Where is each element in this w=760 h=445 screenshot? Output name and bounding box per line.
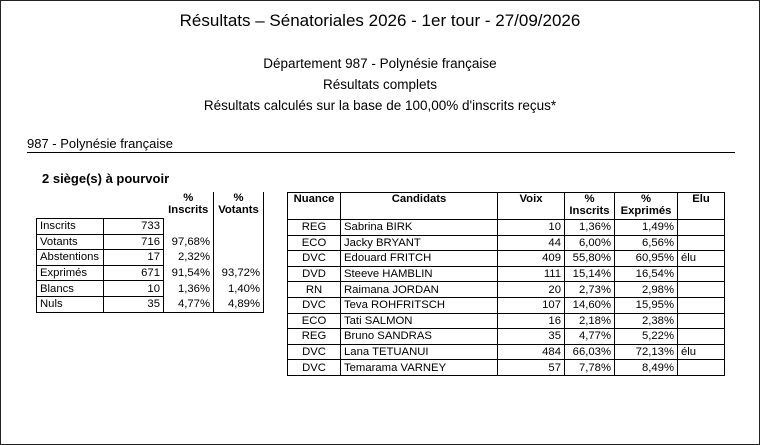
- candidate-row: [288, 329, 725, 345]
- candidate-elected: [678, 220, 725, 236]
- stats-row: [37, 250, 264, 266]
- stats-label: Nuls: [37, 296, 104, 312]
- candidate-pct-inscrits: 2,18%: [565, 313, 615, 329]
- candidate-name: Lana TETUANUI: [341, 344, 498, 360]
- candidate-votes: 10: [498, 220, 565, 236]
- stats-row: [37, 281, 264, 297]
- candidate-pct-exprimes: 2,38%: [615, 313, 678, 329]
- candidate-nuance: ECO: [288, 313, 341, 329]
- candidate-pct-exprimes: 6,56%: [615, 235, 678, 251]
- candidate-pct-exprimes: 1,49%: [615, 220, 678, 236]
- candidate-pct-inscrits: 55,80%: [565, 251, 615, 267]
- candidate-nuance: ECO: [288, 235, 341, 251]
- candidate-votes: 44: [498, 235, 565, 251]
- header-candidats: Candidats: [341, 193, 498, 220]
- candidate-nuance: DVC: [288, 251, 341, 267]
- candidate-name: Jacky BRYANT: [341, 235, 498, 251]
- candidate-name: Raimana JORDAN: [341, 282, 498, 298]
- stats-row: [37, 265, 264, 281]
- candidate-elected: [678, 297, 725, 313]
- candidate-row: [288, 282, 725, 298]
- candidate-pct-exprimes: 72,13%: [615, 344, 678, 360]
- candidate-pct-inscrits: 2,73%: [565, 282, 615, 298]
- header-elu: Elu: [678, 193, 725, 220]
- candidate-votes: 20: [498, 282, 565, 298]
- candidate-row: [288, 235, 725, 251]
- stats-value: 17: [104, 250, 164, 266]
- candidate-pct-exprimes: 8,49%: [615, 360, 678, 376]
- candidate-votes: 484: [498, 344, 565, 360]
- stats-pct-votants: [214, 250, 264, 266]
- candidate-pct-exprimes: 60,95%: [615, 251, 678, 267]
- department-heading: Département 987 - Polynésie française: [263, 56, 497, 71]
- stats-value: 35: [104, 296, 164, 312]
- candidate-votes: 35: [498, 329, 565, 345]
- candidate-nuance: DVD: [288, 266, 341, 282]
- candidate-pct-inscrits: 14,60%: [565, 297, 615, 313]
- candidate-name: Tati SALMON: [341, 313, 498, 329]
- participation-table: [36, 192, 264, 313]
- candidate-votes: 57: [498, 360, 565, 376]
- candidate-nuance: DVC: [288, 360, 341, 376]
- candidate-name: Steeve HAMBLIN: [341, 266, 498, 282]
- stats-value: 671: [104, 265, 164, 281]
- candidate-name: Temarama VARNEY: [341, 360, 498, 376]
- candidate-row: [288, 360, 725, 376]
- candidate-nuance: DVC: [288, 344, 341, 360]
- stats-pct-inscrits: 1,36%: [177, 282, 210, 295]
- results-status: Résultats complets: [322, 77, 438, 92]
- page-title: Résultats – Sénatoriales 2026 - 1er tour - 27/09/2026: [179, 11, 581, 30]
- candidate-row: [288, 313, 725, 329]
- stats-pct-inscrits: 97,68%: [171, 235, 210, 248]
- candidate-nuance: REG: [288, 220, 341, 236]
- candidate-row: [288, 251, 725, 267]
- candidates-table: [287, 192, 725, 376]
- stats-pct-inscrits: [164, 219, 214, 235]
- stats-pct-inscrits: 91,54%: [171, 267, 210, 280]
- candidate-elected: élu: [678, 251, 725, 267]
- stats-pct-votants: [214, 234, 264, 250]
- stats-label: Exprimés: [37, 265, 104, 281]
- candidate-pct-inscrits: 15,14%: [565, 266, 615, 282]
- candidate-votes: 111: [498, 266, 565, 282]
- candidate-nuance: RN: [288, 282, 341, 298]
- candidate-elected: [678, 329, 725, 345]
- stats-pct-inscrits: 2,32%: [177, 251, 210, 264]
- candidate-nuance: REG: [288, 329, 341, 345]
- candidate-pct-inscrits: 7,78%: [565, 360, 615, 376]
- stats-value: 733: [104, 219, 164, 235]
- candidate-elected: [678, 360, 725, 376]
- stats-label: Abstentions: [37, 250, 104, 266]
- candidate-votes: 16: [498, 313, 565, 329]
- candidate-pct-exprimes: 2,98%: [615, 282, 678, 298]
- header-voix: Voix: [498, 193, 565, 220]
- results-basis: Résultats calculés sur la base de 100,00% d'inscrits reçus*: [203, 98, 557, 113]
- candidate-pct-inscrits: 1,36%: [565, 220, 615, 236]
- stats-label: Blancs: [37, 281, 104, 297]
- stats-label: Inscrits: [37, 219, 104, 235]
- candidate-name: Teva ROHFRITSCH: [341, 297, 498, 313]
- candidate-row: [288, 344, 725, 360]
- candidate-votes: 107: [498, 297, 565, 313]
- header-pct-exprimes: % Exprimés: [615, 193, 678, 220]
- stats-label: Votants: [37, 234, 104, 250]
- candidate-pct-exprimes: 5,22%: [615, 329, 678, 345]
- stats-row: [37, 219, 264, 235]
- section-title: 987 - Polynésie française: [27, 136, 735, 153]
- candidate-pct-inscrits: 66,03%: [565, 344, 615, 360]
- candidate-name: Sabrina BIRK: [341, 220, 498, 236]
- stats-row: [37, 234, 264, 250]
- stats-pct-votants: 93,72%: [214, 265, 264, 281]
- candidate-elected: [678, 235, 725, 251]
- header-pct-inscrits: % Inscrits: [565, 193, 615, 220]
- header-pct-inscrits: % Inscrits: [168, 192, 209, 216]
- stats-value: 716: [104, 234, 164, 250]
- candidate-pct-exprimes: 16,54%: [615, 266, 678, 282]
- candidate-elected: élu: [678, 344, 725, 360]
- header-pct-votants: % Votants: [214, 192, 264, 219]
- candidate-row: [288, 297, 725, 313]
- candidate-elected: [678, 266, 725, 282]
- stats-pct-votants: 4,89%: [214, 296, 264, 312]
- stats-value: 10: [104, 281, 164, 297]
- candidate-pct-exprimes: 15,95%: [615, 297, 678, 313]
- candidate-pct-inscrits: 4,77%: [565, 329, 615, 345]
- header-nuance: Nuance: [288, 193, 341, 220]
- stats-row: [37, 296, 264, 312]
- candidate-name: Bruno SANDRAS: [341, 329, 498, 345]
- stats-pct-inscrits: 4,77%: [164, 296, 214, 312]
- candidate-votes: 409: [498, 251, 565, 267]
- stats-pct-votants: 1,40%: [214, 281, 264, 297]
- candidate-row: [288, 220, 725, 236]
- candidate-elected: [678, 313, 725, 329]
- candidate-elected: [678, 282, 725, 298]
- candidate-row: [288, 266, 725, 282]
- candidate-nuance: DVC: [288, 297, 341, 313]
- seats-to-fill: 2 siège(s) à pourvoir: [42, 171, 170, 186]
- candidate-name: Edouard FRITCH: [341, 251, 498, 267]
- candidate-pct-inscrits: 6,00%: [565, 235, 615, 251]
- stats-pct-votants: [214, 219, 264, 235]
